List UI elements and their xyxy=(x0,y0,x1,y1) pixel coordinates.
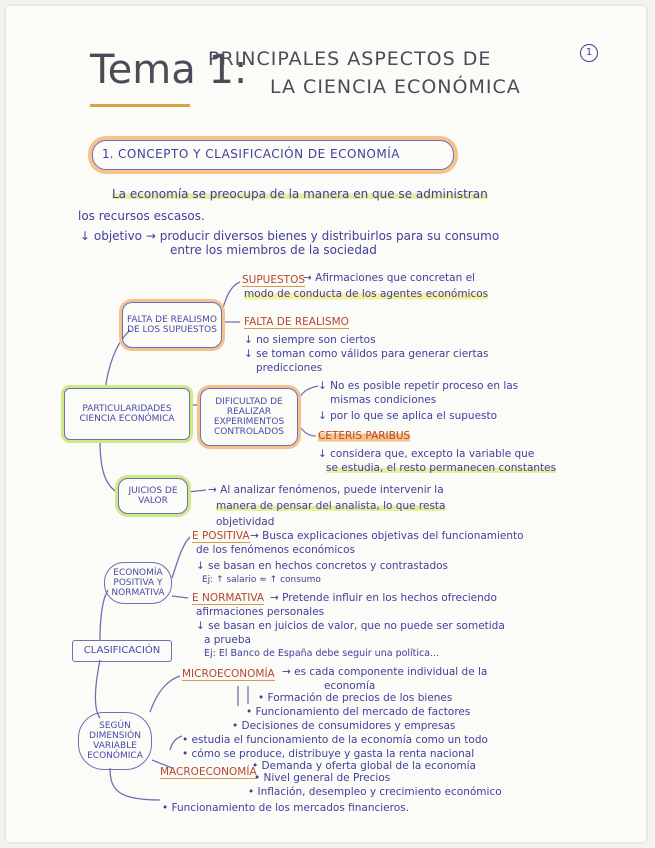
line-micro-down xyxy=(238,686,248,706)
title-prefix: Tema 1: xyxy=(90,47,248,93)
page-number: 1 xyxy=(580,44,598,62)
line-falta-supuestos xyxy=(222,282,240,312)
normativa-text-2: afirmaciones personales xyxy=(196,606,325,618)
line-dim-micro xyxy=(150,676,180,712)
normativa-bullet-3: Ej: El Banco de España debe seguir una política... xyxy=(204,648,440,659)
juicios-text-3: objetividad xyxy=(216,516,275,528)
falta-bullet-2: ↓ se toman como válidos para generar ciertas xyxy=(244,348,489,360)
intro-line-2: los recursos escasos. xyxy=(78,209,205,223)
supuestos-text-1: → Afirmaciones que concretan el xyxy=(303,272,475,284)
falta-label: FALTA DE REALISMO xyxy=(244,316,349,328)
positiva-text-1: → Busca explicaciones objetivas del funcionamiento xyxy=(250,530,524,542)
normativa-bullet-2: a prueba xyxy=(204,634,251,646)
ceteris-bullet-1: ↓ considera que, excepto la variable que xyxy=(318,448,535,460)
normativa-text-1: → Pretende influir en los hechos ofreciendo xyxy=(270,592,497,604)
dificultad-bullet-2: mismas condiciones xyxy=(330,394,437,406)
positiva-bullet-2: Ej: ↑ salario ≈ ↑ consumo xyxy=(202,575,321,585)
dificultad-bullet-3: ↓ por lo que se aplica el supuesto xyxy=(318,410,498,422)
title-line-2: LA CIENCIA ECONÓMICA xyxy=(270,76,521,98)
intro-line-3: ↓ objetivo → producir diversos bienes y distribuirlos para su consumo xyxy=(80,229,500,243)
falta-realismo-box: FALTA DE REALISMO DE LOS SUPUESTOS xyxy=(122,302,222,348)
line-dif-ceteris xyxy=(298,425,316,436)
dificultad-bullet-1: ↓ No es posible repetir proceso en las xyxy=(318,380,519,392)
line-dim-fin xyxy=(110,768,160,800)
line-center-juicios xyxy=(100,440,118,493)
macro-pre-1: • estudia el funcionamiento de la economía como un todo xyxy=(182,734,488,746)
line-pos-up xyxy=(172,537,190,578)
micro-text-2: economía xyxy=(324,680,376,692)
line-pos-down xyxy=(172,596,188,598)
line-clas-dim xyxy=(96,660,101,718)
macro-bullet-3: • Inflación, desempleo y crecimiento económico xyxy=(248,786,502,798)
ceteris-bullet-2: se estudia, el resto permanecen constantes xyxy=(326,462,557,474)
supuestos-label: SUPUESTOS xyxy=(242,274,306,286)
falta-bullet-1: ↓ no siempre son ciertos xyxy=(244,334,376,346)
macro-label: MACROECONOMÍA xyxy=(160,766,257,778)
dimension-box: SEGÚN DIMENSIÓN VARIABLE ECONÓMICA xyxy=(78,712,152,770)
dificultad-box: DIFICULTAD DE REALIZAR EXPERIMENTOS CONTROLADOS xyxy=(200,388,298,446)
macro-pre-2: • cómo se produce, distribuye y gasta la renta nacional xyxy=(182,748,475,760)
macro-bullet-2: • Nivel general de Precios xyxy=(254,772,391,784)
title-line-1: PRINCIPALES ASPECTOS DE xyxy=(208,48,492,70)
section-number: 1. xyxy=(102,147,114,161)
positiva-text-2: de los fenómenos económicos xyxy=(196,544,355,556)
juicios-text-2: manera de pensar del analista, lo que resta xyxy=(216,500,446,512)
micro-bullet-1: • Formación de precios de los bienes xyxy=(258,692,453,704)
juicios-box: JUICIOS DE VALOR xyxy=(118,478,188,514)
intro-line-4: entre los miembros de la sociedad xyxy=(170,243,377,257)
positiva-normativa-box: ECONOMÍA POSITIVA Y NORMATIVA xyxy=(104,562,172,604)
falta-bullet-3: predicciones xyxy=(256,362,323,374)
juicios-text-1: → Al analizar fenómenos, puede intervenir la xyxy=(208,484,444,496)
ceteris-paribus: CETERIS PARIBUS xyxy=(318,430,411,442)
normativa-bullet-1: ↓ se basan en juicios de valor, que no puede ser sometida xyxy=(196,620,505,632)
section-label: CONCEPTO Y CLASIFICACIÓN DE ECONOMÍA xyxy=(118,147,400,161)
line-macro-up xyxy=(170,736,182,750)
micro-text-1: → es cada componente individual de la xyxy=(282,666,488,678)
micro-bullet-3: • Decisiones de consumidores y empresas xyxy=(232,720,456,732)
positiva-bullet-1: ↓ se basan en hechos concretos y contrastados xyxy=(196,560,448,572)
clasificacion-box: CLASIFICACIÓN xyxy=(72,640,172,662)
intro-line-1: La economía se preocupa de la manera en que se administran xyxy=(112,187,488,201)
normativa-label: E NORMATIVA xyxy=(192,592,265,604)
positiva-label: E POSITIVA xyxy=(192,530,250,542)
micro-bullet-2: • Funcionamiento del mercado de factores xyxy=(246,706,471,718)
macro-bullet-1: • Demanda y oferta global de la economía xyxy=(252,760,476,772)
title-underline xyxy=(90,104,190,107)
macro-bullet-4: • Funcionamiento de los mercados financieros. xyxy=(162,802,409,814)
line-juicios xyxy=(188,490,206,492)
supuestos-text-2: modo de conducta de los agentes económicos xyxy=(244,288,489,300)
micro-label: MICROECONOMÍA xyxy=(182,668,275,680)
line-dif-up xyxy=(298,386,318,400)
particularidades-box: PARTICULARIDADES CIENCIA ECONÓMICA xyxy=(64,388,190,440)
